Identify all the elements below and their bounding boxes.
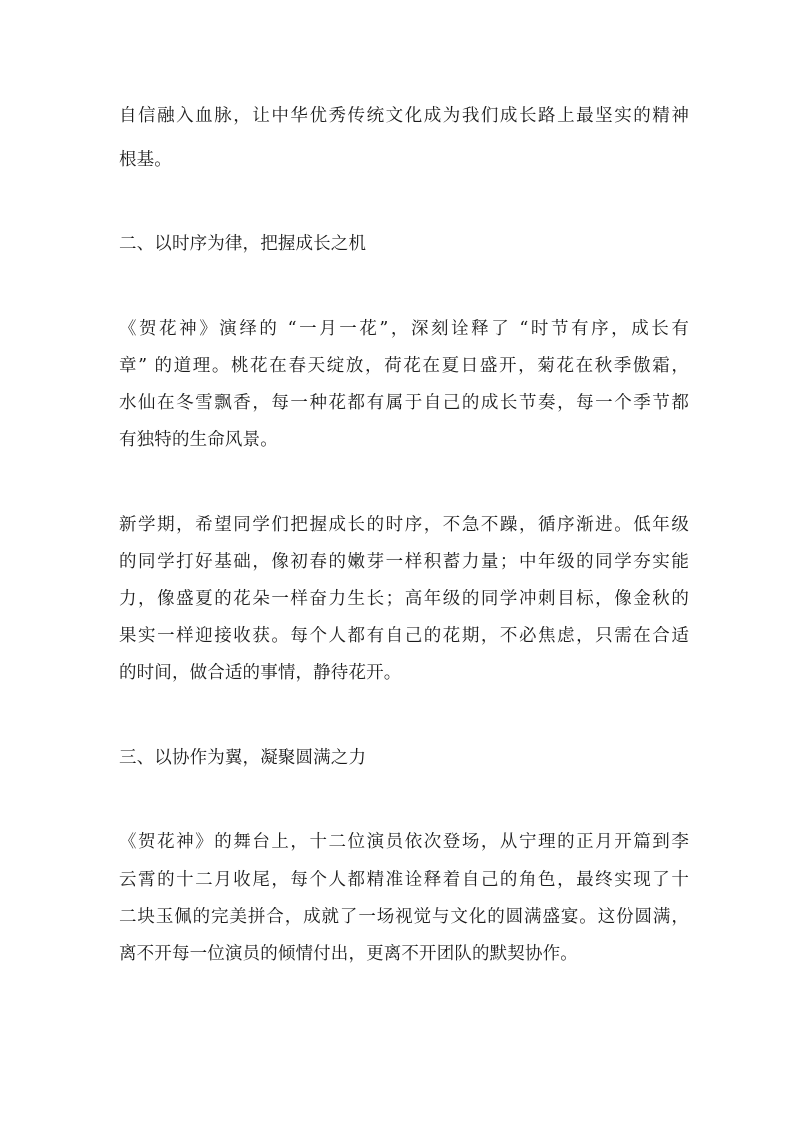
paragraph-4-line-1: 《贺花神》的舞台上，十二位演员依次登场，从宁理的正月开篇到李 [119,832,689,852]
section-heading-2: 二、以时序为律，把握成长之机 [119,234,367,254]
paragraph-3-line-1: 新学期，希望同学们把握成长的时序，不急不躁，循序渐进。低年级 [119,515,689,535]
paragraph-2-line-4: 有独特的生命风景。 [119,430,278,450]
paragraph-3-line-4: 果实一样迎接收获。每个人都有自己的花期，不必焦虑，只需在合适 [119,626,689,646]
paragraph-3-line-2: 的同学打好基础，像初春的嫩芽一样积蓄力量；中年级的同学夯实能 [119,552,689,572]
paragraph-1-line-2: 根基。 [119,150,172,170]
paragraph-2-line-2: 章” 的道理。桃花在春天绽放，荷花在夏日盛开，菊花在秋季傲霜， [119,356,689,376]
paragraph-3-line-3: 力，像盛夏的花朵一样奋力生长；高年级的同学冲刺目标，像金秋的 [119,589,689,609]
paragraph-2-line-3: 水仙在冬雪飘香，每一种花都有属于自己的成长节奏，每一个季节都 [119,393,689,413]
paragraph-3-line-5: 的时间，做合适的事情，静待花开。 [119,663,402,683]
paragraph-4-line-4: 离不开每一位演员的倾情付出，更离不开团队的默契协作。 [119,944,578,964]
paragraph-1-line-1: 自信融入血脉，让中华优秀传统文化成为我们成长路上最坚实的精神 [119,106,689,126]
paragraph-4-line-2: 云霄的十二月收尾，每个人都精准诠释着自己的角色，最终实现了十 [119,870,689,890]
paragraph-4-line-3: 二块玉佩的完美拼合，成就了一场视觉与文化的圆满盛宴。这份圆满， [119,907,689,927]
section-heading-3: 三、以协作为翼，凝聚圆满之力 [119,748,367,768]
paragraph-2-line-1: 《贺花神》演绎的 “一月一花”，深刻诠释了 “时节有序，成长有 [119,319,689,339]
